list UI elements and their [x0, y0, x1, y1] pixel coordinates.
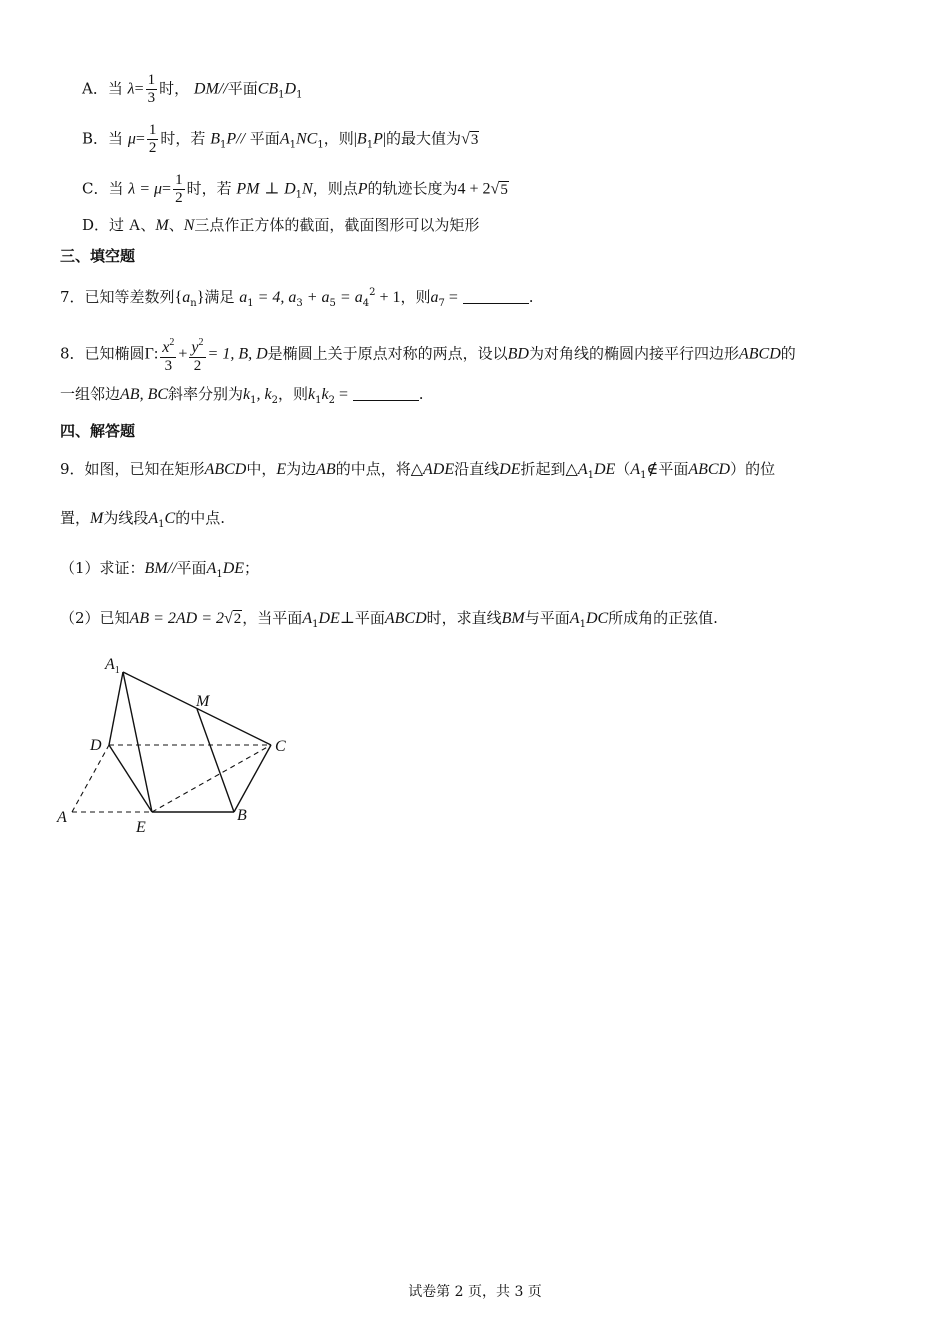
fraction: $\frac{1}{2}$	[148, 122, 157, 156]
question-9-line2: 置，M为线段$A_1C$的中点.	[60, 509, 225, 530]
page-footer: 试卷第 2 页，共 3 页	[408, 1284, 542, 1300]
label-d: D	[90, 737, 102, 754]
question-9-line1: 9．如图，已知在矩形ABCD中，E为边AB的中点，将△ADE沿直线DE折起到$\triangle A_1DE(A_1\notin$平面ABCD）的位	[60, 460, 776, 481]
edge-a1-e	[123, 672, 152, 812]
geometry-figure	[50, 648, 350, 848]
label-a: A	[57, 809, 67, 826]
fraction: $\frac{1}{2}$	[175, 172, 183, 206]
option-c: C．当 λ = μ= $\frac{1}{2}$ 时，若 PM ⊥ $D_1N$，则点P的轨迹长度为4 + 2√5	[82, 172, 508, 206]
fraction: $\frac{x^2}{3}$	[160, 334, 176, 375]
question-8-line2: 一组邻边AB, BC斜率分别为$k_1$, $k_2$，则$k_1k_2$ = .	[60, 385, 424, 406]
edge-a1-d	[109, 672, 123, 745]
label-a1: $A_1$	[105, 656, 120, 676]
question-9-part2: （2）已知AB = 2AD = 2√2，当平面$A_1DE\perp$平面ABCD时，求直线BM与平面$A_1DC$所成角的正弦值.	[60, 609, 718, 630]
question-7: 7．已知等差数列$\{a_n\}$满足 $a_1 = 4$, $a_3 + a_5 = a_4^2 + 1$，则$a_7$ = .	[60, 287, 534, 309]
edge-b-c	[234, 745, 271, 812]
label-b: B	[237, 807, 247, 824]
question-9-part1: （1）求证：BM//平面$A_1DE$；	[60, 559, 260, 580]
edge-a-d-dashed	[72, 745, 109, 812]
section-fill-blank: 三、填空题	[60, 247, 136, 265]
answer-blank-7[interactable]	[463, 289, 529, 304]
label-c: C	[275, 738, 286, 755]
answer-blank-8[interactable]	[353, 386, 419, 401]
option-d: D．过 A、M、N三点作正方体的截面，截面图形可以为矩形	[82, 216, 480, 234]
fraction: $\frac{y^2}{2}$	[189, 334, 205, 375]
option-a: A．当 λ= $\frac{1}{3}$ 时， DM//平面$CB_1D_1$	[82, 72, 303, 106]
question-8-line1: 8．已知椭圆Γ: $\frac{x^2}{3}$ + $\frac{y^2}{2}$ = 1, B, D是椭圆上关于原点对称的两点，设以BD为对角线的椭圆内接平行四边形ABCD的	[60, 334, 796, 375]
label-m: M	[196, 693, 210, 710]
section-solve: 四、解答题	[60, 422, 136, 440]
option-b: B．当 μ= $\frac{1}{2}$ 时，若 $B_1P//$ 平面$A_1NC_1$，则$|B_1P|$的最大值为√3	[82, 122, 479, 156]
label-e: E	[136, 819, 146, 836]
fraction: $\frac{1}{3}$	[147, 72, 156, 106]
